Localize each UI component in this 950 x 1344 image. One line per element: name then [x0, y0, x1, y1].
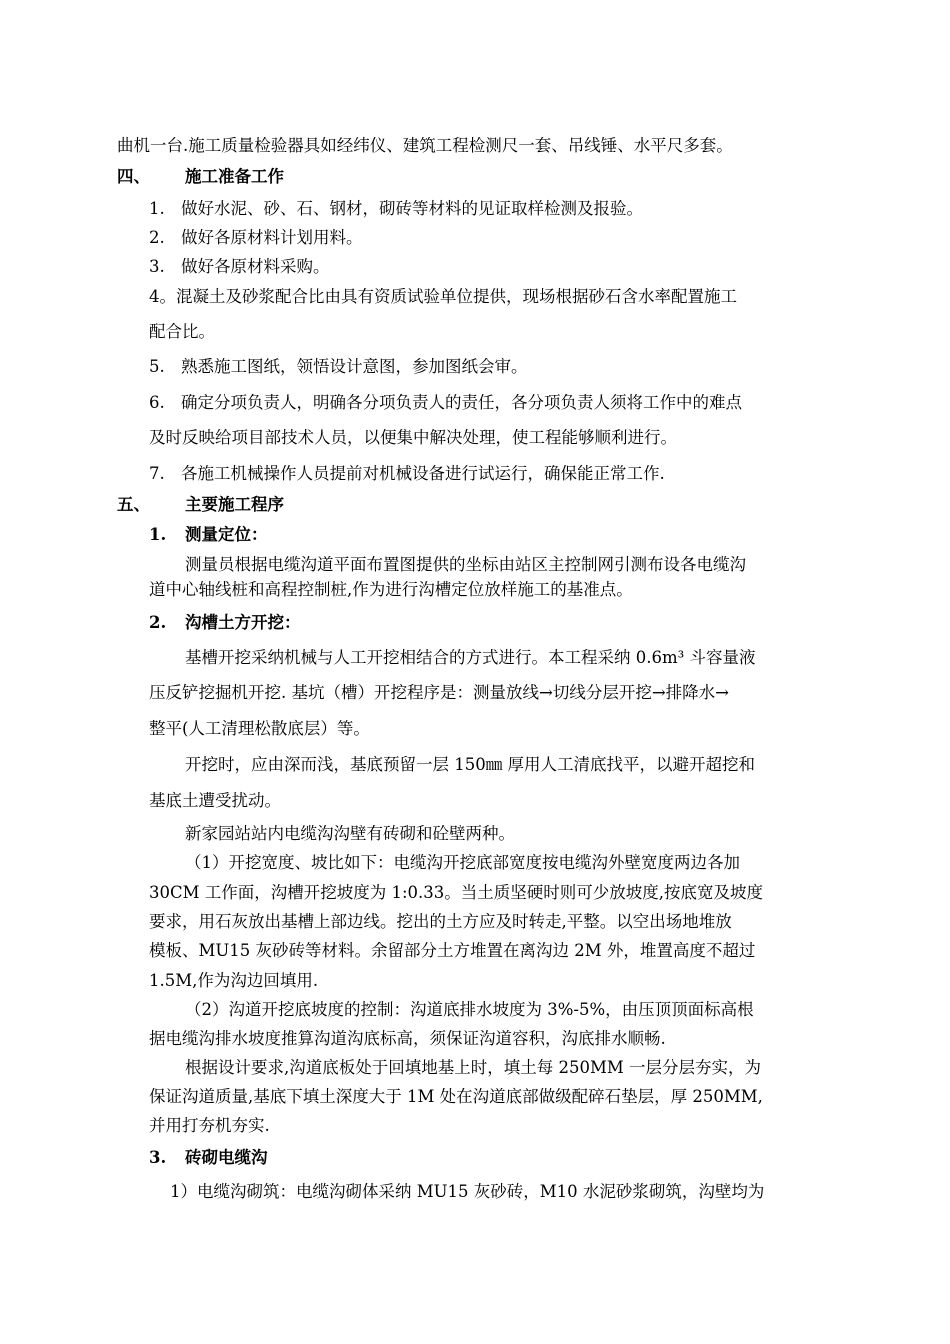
list-number: 1.: [149, 199, 165, 218]
paragraph-line: 开挖时，应由深而浅，基底预留一层 150㎜ 厚用人工清底找平，以避开超挖和: [185, 755, 755, 774]
list-number: 5.: [149, 357, 165, 376]
list-text: 各施工机械操作人员提前对机械设备进行试运行，确保能正常工作.: [181, 464, 665, 483]
list-text: 做好各原材料计划用料。: [181, 228, 363, 247]
paragraph-line: （1）开挖宽度、坡比如下：电缆沟开挖底部宽度按电缆沟外壁宽度两边各加: [185, 853, 740, 872]
paragraph-line: 保证沟道质量,基底下填土深度大于 1M 处在沟道底部做级配碎石垫层，厚 250MM,: [149, 1087, 763, 1106]
paragraph-line: 基槽开挖采纳机械与人工开挖相结合的方式进行。本工程采纳 0.6m³ 斗容量液: [185, 648, 756, 667]
list-item-7: [149, 463, 665, 485]
paragraph-line: 压反铲挖掘机开挖. 基坑（槽）开挖程序是：测量放线→切线分层开挖→排降水→: [149, 683, 729, 702]
subheading-2: [149, 612, 301, 634]
paragraph-line: 测量员根据电缆沟道平面布置图提供的坐标由站区主控制网引测布设各电缆沟: [185, 555, 746, 574]
paragraph-line: 并用打夯机夯实.: [149, 1116, 270, 1135]
subheading-3: [149, 1147, 268, 1169]
list-item-6-line-2: 及时反映给项目部技术人员，以便集中解决处理，使工程能够顺利进行。: [149, 428, 677, 447]
section-title: 主要施工程序: [185, 495, 284, 514]
list-number: 2.: [149, 228, 165, 247]
paragraph-line: 道中心轴线桩和高程控制桩,作为进行沟槽定位放样施工的基准点。: [149, 580, 633, 599]
subheading-number: 2.: [149, 613, 167, 632]
section-title: 施工准备工作: [185, 167, 284, 186]
list-item-6-line-1: [149, 392, 742, 414]
paragraph-line: 据电缆沟排水坡度推算沟道沟底标高，须保证沟道容积，沟底排水顺畅.: [149, 1029, 666, 1048]
subheading-title: 砖砌电缆沟: [185, 1148, 268, 1167]
paragraph-line: 模板、MU15 灰砂砖等材料。余留部分土方堆置在离沟边 2M 外，堆置高度不超过: [149, 941, 756, 960]
list-item-4-line-1: 4。混凝土及砂浆配合比由具有资质试验单位提供，现场根据砂石含水率配置施工: [149, 287, 737, 306]
paragraph-line: 根据设计要求,沟道底板处于回填地基上时，填土每 250MM 一层分层夯实，为: [185, 1058, 762, 1077]
list-item-3: [149, 256, 330, 278]
paragraph-line: 1.5M,作为沟边回填用.: [149, 971, 319, 990]
list-number: 7.: [149, 464, 165, 483]
section-number: 四、: [117, 167, 150, 186]
list-item-2: [149, 227, 363, 249]
subheading-number: 1.: [149, 525, 167, 544]
section-heading-5: [117, 494, 284, 516]
list-item-1: [149, 198, 643, 220]
list-item-5: [149, 356, 528, 378]
paragraph-line: 新家园站站内电缆沟沟壁有砖砌和砼壁两种。: [185, 824, 515, 843]
list-number: 3.: [149, 257, 165, 276]
list-text: 确定分项负责人，明确各分项负责人的责任，各分项负责人须将工作中的难点: [181, 393, 742, 412]
paragraph-line: 基底土遭受扰动。: [149, 791, 281, 810]
paragraph-line: 1）电缆沟砌筑：电缆沟砌体采纳 MU15 灰砂砖，M10 水泥砂浆砌筑，沟壁均为: [170, 1182, 765, 1201]
section-number: 五、: [117, 495, 150, 514]
subheading-title: 沟槽土方开挖：: [185, 613, 301, 632]
paragraph-line: 整平(人工清理松散底层）等。: [149, 719, 370, 738]
list-text: 熟悉施工图纸，领悟设计意图，参加图纸会审。: [181, 357, 528, 376]
list-item-4-line-2: 配合比。: [149, 322, 215, 341]
subheading-number: 3.: [149, 1148, 167, 1167]
paragraph-continuation: 曲机一台.施工质量检验器具如经纬仪、建筑工程检测尺一套、吊线锤、水平尺多套。: [117, 136, 733, 155]
subheading-1: [149, 524, 268, 546]
section-heading-4: [117, 166, 284, 188]
list-number: 6.: [149, 393, 165, 412]
list-text: 做好水泥、砂、石、钢材，砌砖等材料的见证取样检测及报验。: [181, 199, 643, 218]
subheading-title: 测量定位：: [185, 525, 268, 544]
paragraph-line: 要求，用石灰放出基槽上部边线。挖出的土方应及时转走,平整。以空出场地堆放: [149, 912, 732, 931]
list-text: 做好各原材料采购。: [181, 257, 330, 276]
paragraph-line: 30CM 工作面，沟槽开挖坡度为 1:0.33。当土质坚硬时则可少放坡度,按底宽及坡度: [149, 883, 764, 902]
paragraph-line: （2）沟道开挖底坡度的控制：沟道底排水坡度为 3%-5%，由压顶顶面标高根: [185, 1000, 754, 1019]
